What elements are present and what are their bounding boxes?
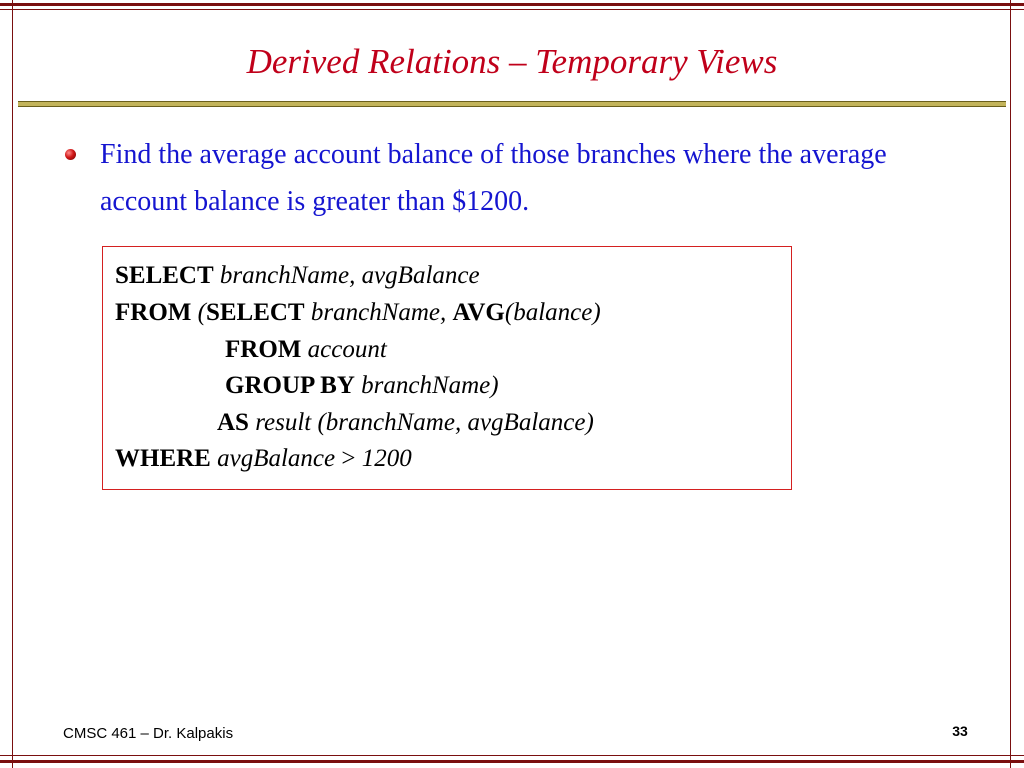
right-border xyxy=(1010,0,1011,768)
sql-keyword: FROM xyxy=(225,336,302,363)
sql-identifiers: branchName) xyxy=(354,372,499,399)
top-border-thin xyxy=(0,9,1024,10)
sql-line-where xyxy=(115,444,412,474)
sql-identifiers: avgBalance xyxy=(210,445,342,472)
sql-code-box xyxy=(102,246,792,490)
top-border-thick xyxy=(0,3,1024,6)
sql-identifiers: (balance) xyxy=(504,299,601,326)
sql-identifiers: branchName, xyxy=(304,299,453,326)
sql-keyword: WHERE xyxy=(115,445,211,472)
sql-line-select xyxy=(115,261,480,291)
sql-identifiers: 1200 xyxy=(355,445,412,472)
slide-title: Derived Relations – Temporary Views xyxy=(246,42,778,81)
sql-line-inner-from xyxy=(225,335,387,365)
sql-identifiers: branchName, avgBalance xyxy=(213,262,480,289)
sql-identifiers: ( xyxy=(191,299,206,326)
sql-identifiers: result (branchName, avgBalance) xyxy=(248,409,594,436)
sql-keyword: SELECT xyxy=(205,299,305,326)
bullet-ball-icon xyxy=(65,149,76,160)
page-number: 33 xyxy=(952,723,968,739)
sql-line-from xyxy=(115,298,601,328)
sql-keyword: AVG xyxy=(452,299,505,326)
footer-course: CMSC 461 – Dr. Kalpakis xyxy=(63,725,234,742)
left-border xyxy=(12,0,13,768)
title-divider xyxy=(18,101,1006,107)
sql-operator: > xyxy=(341,445,356,472)
sql-keyword: FROM xyxy=(115,299,192,326)
sql-keyword: SELECT xyxy=(115,262,214,289)
bottom-border-thin xyxy=(0,755,1024,756)
bottom-border-thick xyxy=(0,760,1024,763)
sql-keyword: AS xyxy=(217,409,249,436)
sql-line-group-by xyxy=(225,371,499,401)
sql-line-as xyxy=(217,408,594,438)
bullet-text: Find the average account balance of those branches where the average account balance is greater than $1200. xyxy=(100,139,887,217)
sql-identifiers: account xyxy=(301,336,387,363)
sql-keyword: GROUP BY xyxy=(225,372,355,399)
